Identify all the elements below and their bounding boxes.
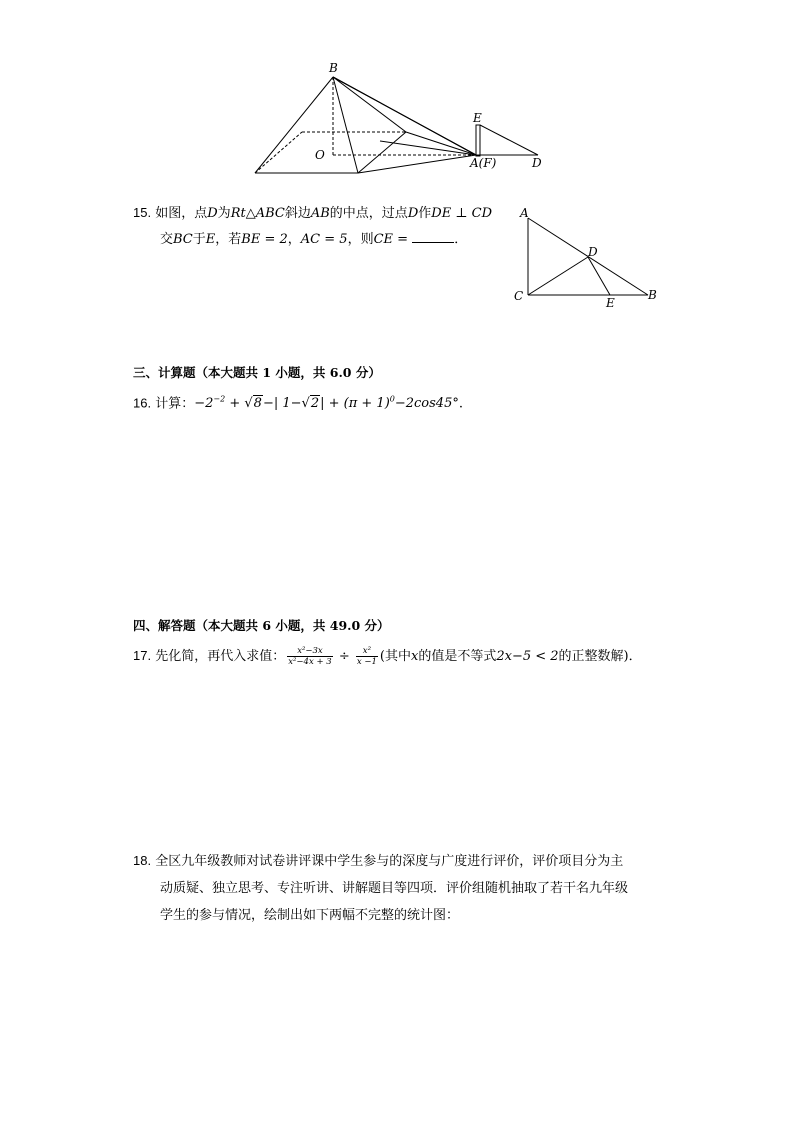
q16-term: | + (π + 1)	[320, 396, 390, 412]
label-D: D	[588, 245, 598, 259]
flagpole	[476, 125, 480, 156]
q17-text: 的正整数解)．	[558, 649, 642, 664]
q15-var: E	[205, 232, 216, 247]
q15-text: 交	[160, 232, 174, 247]
label-O: O	[315, 148, 325, 162]
shadow-hypotenuse	[480, 125, 538, 155]
q17-text: (其中	[379, 649, 411, 664]
q15-text: 作	[418, 206, 432, 221]
q17-fraction-2	[356, 646, 378, 667]
segment-CD	[528, 257, 588, 295]
q15-var: DE ⊥ CD	[431, 206, 493, 221]
q15-line2	[133, 227, 503, 253]
q15-text: ，若	[215, 232, 242, 247]
q15-text: 如图，点	[155, 206, 208, 221]
label-A: A	[520, 206, 529, 220]
q15-text: ，则	[347, 232, 374, 247]
q17-var: x	[410, 649, 419, 664]
q16-term: −2	[194, 396, 214, 412]
section-3-heading: 三、计算题（本大题共 1 小题，共 6.0 分）	[133, 365, 381, 380]
q16-term: −2cos45°	[394, 396, 459, 412]
q17-inequality: 2x−5 < 2	[496, 649, 559, 664]
q18-line2: 动质疑、独立思考、专注听讲、讲解题目等四项．评价组随机抽取了若干名九年级	[160, 881, 629, 896]
q15-var: D	[207, 206, 218, 221]
ridge	[333, 77, 476, 155]
q15-var: Rt△ABC	[230, 206, 285, 221]
figure-triangle-svg	[508, 203, 668, 313]
q16-end: .	[458, 396, 463, 412]
q16-exponent: 0	[389, 395, 395, 404]
q16-radicand: 8	[253, 396, 262, 412]
q17-frac1-denominator: x²−4x + 3	[288, 657, 332, 667]
edge-apex-2	[333, 77, 358, 173]
label-B: B	[329, 61, 338, 75]
q15-var: D	[407, 206, 419, 221]
label-E: E	[473, 111, 482, 125]
q15-answer-blank[interactable]	[412, 230, 454, 243]
q15-text: ，	[287, 232, 301, 247]
edge-back-left	[255, 132, 302, 173]
q15-var: BE = 2	[241, 232, 288, 247]
q17-number: 17.	[133, 648, 152, 663]
label-AF: A(F)	[470, 156, 497, 170]
q15-text: 为	[217, 206, 231, 221]
q15-text: 斜边	[284, 206, 311, 221]
q18-number: 18.	[133, 853, 152, 868]
q16-term: −| 1−	[262, 396, 302, 412]
figure-pyramid-flagpole	[240, 55, 560, 180]
q15-var: CE =	[373, 232, 409, 247]
question-16	[133, 387, 463, 417]
label-D: D	[532, 156, 542, 170]
q17-text: 的值是不等式	[418, 649, 497, 664]
q15-var: AC = 5	[300, 232, 348, 247]
q18-line1	[133, 847, 628, 875]
q18-text: 全区九年级教师对试卷讲评课中学生参与的深度与广度进行评价，评价项目分为主	[155, 854, 624, 869]
q15-var: BC	[173, 232, 193, 247]
q16-exponent: −2	[213, 395, 226, 404]
q17-div: ÷	[334, 649, 354, 664]
label-C: C	[514, 289, 524, 303]
q17-frac2-denominator: x −1	[356, 657, 377, 667]
label-E: E	[606, 296, 615, 310]
q17-prefix: 先化简，再代入求值：	[155, 649, 286, 664]
figure-pyramid-svg	[240, 55, 560, 180]
q17-frac2-numerator: x²	[356, 646, 378, 657]
question-18	[133, 847, 628, 929]
q15-var: AB	[310, 206, 330, 221]
q16-prefix: 计算：	[155, 396, 195, 412]
question-15	[133, 200, 503, 253]
q15-text: ．	[454, 232, 468, 247]
q17-frac1-numerator: x²−3x	[287, 646, 332, 657]
edge-apex-4	[333, 77, 406, 132]
q18-line3: 学生的参与情况，绘制出如下两幅不完整的统计图：	[160, 908, 460, 923]
q16-number: 16.	[133, 395, 152, 411]
section-4-heading: 四、解答题（本大题共 6 小题，共 49.0 分）	[133, 618, 390, 633]
label-B: B	[648, 288, 657, 302]
figure-right-triangle	[508, 203, 668, 313]
q15-text: 的中点，过点	[329, 206, 408, 221]
q17-fraction-1	[287, 646, 332, 667]
question-17	[133, 643, 642, 670]
q16-radicand: 2	[310, 396, 320, 412]
segment-DE	[588, 257, 610, 295]
q15-text: 于	[192, 232, 206, 247]
q15-line1	[133, 200, 503, 227]
q15-number: 15.	[133, 205, 152, 220]
q16-expression: $-2^{-2} + √8-|$ $1-√2| + (\pi + 1)^0-2\cos 45^\circ$	[194, 395, 459, 412]
slant-segment	[380, 141, 476, 155]
q16-term: +	[225, 396, 245, 412]
